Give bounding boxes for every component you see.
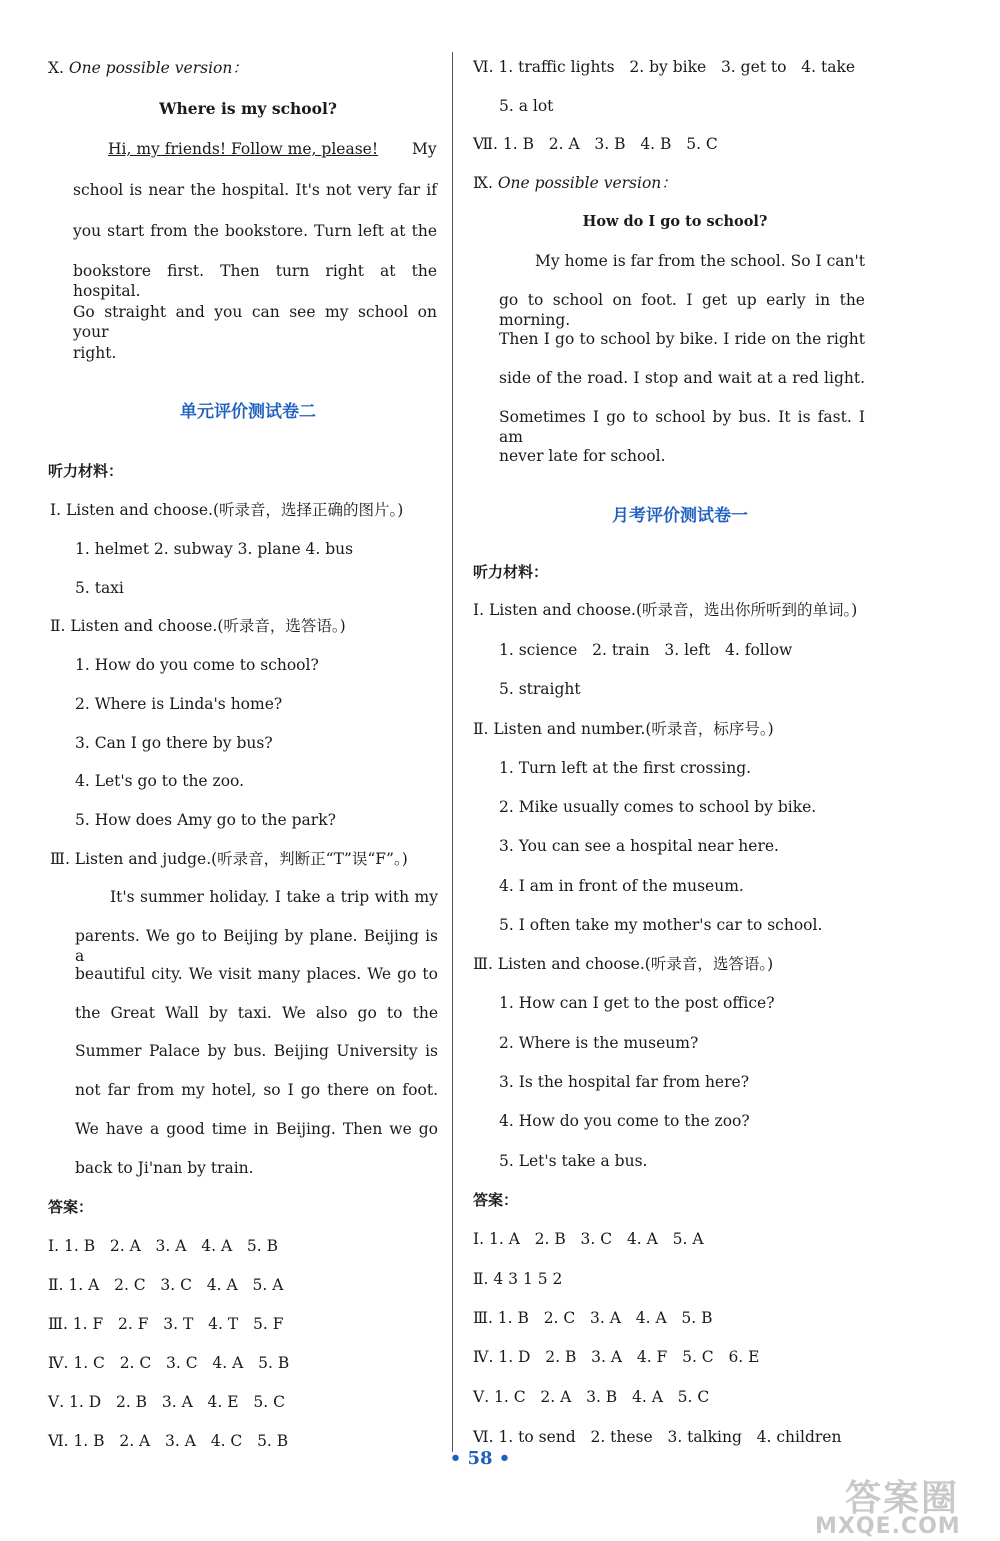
list-item: 1. Turn left at the first crossing. bbox=[499, 759, 752, 777]
answer-row: Ⅲ. 1. F 2. F 3. T 4. T 5. F bbox=[48, 1315, 284, 1333]
list-item: 2. Where is the museum? bbox=[499, 1034, 699, 1052]
watermark-url: MXQE.COM bbox=[815, 1514, 961, 1539]
question-heading: Ⅲ. Listen and choose.(听录音，选答语。) bbox=[473, 955, 774, 973]
answer-row: Ⅶ. 1. B 2. A 3. B 4. B 5. C bbox=[473, 135, 718, 153]
list-item: 5. How does Amy go to the park? bbox=[75, 811, 336, 829]
section-ix-numeral: Ⅸ. bbox=[473, 174, 498, 192]
page-number: • 58 • bbox=[449, 1448, 511, 1469]
passage-line: beautiful city. We visit many places. We go to bbox=[75, 965, 438, 983]
essay2-line: My home is far from the school. So I can't bbox=[535, 252, 865, 270]
column-divider bbox=[452, 52, 453, 1452]
answer-row: Ⅲ. 1. B 2. C 3. A 4. A 5. B bbox=[473, 1309, 713, 1327]
question-heading: Ⅰ. Listen and choose.(听录音，选择正确的图片。) bbox=[50, 501, 404, 519]
section-x-numeral: Ⅹ. bbox=[48, 59, 69, 77]
essay1-line: Go straight and you can see my school on your bbox=[73, 303, 437, 341]
passage-line: the Great Wall by taxi. We also go to the bbox=[75, 1004, 438, 1022]
answer-row: Ⅵ. 1. traffic lights 2. by bike 3. get to 4. take bbox=[473, 58, 856, 76]
passage-line: We have a good time in Beijing. Then we go bbox=[75, 1120, 438, 1138]
essay1-line: bookstore first. Then turn right at the hospital. bbox=[73, 262, 437, 300]
essay2-line: go to school on foot. I get up early in the morning. bbox=[499, 291, 865, 329]
watermark-text: 答案圈 bbox=[845, 1478, 960, 1519]
list-item: 2. Mike usually comes to school by bike. bbox=[499, 798, 817, 816]
essay2-title: How do I go to school? bbox=[582, 213, 768, 230]
answer-row: Ⅳ. 1. C 2. C 3. C 4. A 5. B bbox=[48, 1354, 290, 1372]
list-item: 3. Is the hospital far from here? bbox=[499, 1073, 749, 1091]
question-heading: Ⅱ. Listen and number.(听录音，标序号。) bbox=[473, 720, 774, 738]
list-item: 5. straight bbox=[499, 680, 581, 698]
essay2-line: Then I go to school by bike. I ride on the right bbox=[499, 330, 865, 348]
list-item: 5. I often take my mother's car to school. bbox=[499, 916, 823, 934]
section-title: 月考评价测试卷一 bbox=[612, 506, 748, 526]
list-item: 4. I am in front of the museum. bbox=[499, 877, 744, 895]
passage-line: parents. We go to Beijing by plane. Beijing is a bbox=[75, 927, 438, 965]
answers-heading: 答案： bbox=[473, 1191, 519, 1209]
list-item: 3. You can see a hospital near here. bbox=[499, 837, 779, 855]
essay1-line: right. bbox=[73, 344, 117, 362]
answer-row: Ⅰ. 1. A 2. B 3. C 4. A 5. A bbox=[473, 1230, 704, 1248]
answer-row: 5. a lot bbox=[499, 97, 554, 115]
list-item: 1. helmet 2. subway 3. plane 4. bus bbox=[75, 540, 354, 558]
list-item: 1. science 2. train 3. left 4. follow bbox=[499, 641, 793, 659]
watermark-logo bbox=[815, 1470, 995, 1540]
listening-heading: 听力材料： bbox=[473, 563, 549, 581]
passage-line: back to Ji'nan by train. bbox=[75, 1159, 254, 1177]
list-item: 1. How do you come to school? bbox=[75, 656, 319, 674]
essay2-line: never late for school. bbox=[499, 447, 666, 465]
answer-row: Ⅵ. 1. to send 2. these 3. talking 4. children bbox=[473, 1428, 842, 1446]
passage-line: Summer Palace by bus. Beijing University is bbox=[75, 1042, 438, 1060]
version-label: One possible version： bbox=[497, 174, 677, 192]
list-item: 2. Where is Linda's home? bbox=[75, 695, 283, 713]
listening-heading: 听力材料： bbox=[48, 462, 124, 480]
section-x-label bbox=[48, 58, 248, 78]
list-item: 1. How can I get to the post office? bbox=[499, 994, 775, 1012]
section-ix-label bbox=[473, 173, 677, 193]
question-heading: Ⅰ. Listen and choose.(听录音，选出你所听到的单词。) bbox=[473, 601, 858, 619]
answer-row: Ⅴ. 1. C 2. A 3. B 4. A 5. C bbox=[473, 1388, 710, 1406]
list-item: 5. Let's take a bus. bbox=[499, 1152, 648, 1170]
essay1-line: you start from the bookstore. Turn left at the bbox=[73, 222, 437, 240]
answer-row: Ⅰ. 1. B 2. A 3. A 4. A 5. B bbox=[48, 1237, 279, 1255]
answer-row: Ⅱ. 1. A 2. C 3. C 4. A 5. A bbox=[48, 1276, 284, 1294]
essay2-line: Sometimes I go to school by bus. It is fast. I am bbox=[499, 408, 865, 446]
list-item: 4. Let's go to the zoo. bbox=[75, 772, 245, 790]
question-heading: Ⅲ. Listen and judge.(听录音，判断正“T”误“F”。) bbox=[50, 850, 408, 868]
answer-row: Ⅱ. 4 3 1 5 2 bbox=[473, 1270, 563, 1288]
question-heading: Ⅱ. Listen and choose.(听录音，选答语。) bbox=[50, 617, 346, 635]
passage-line: not far from my hotel, so I go there on foot. bbox=[75, 1081, 438, 1099]
answer-row: Ⅴ. 1. D 2. B 3. A 4. E 5. C bbox=[48, 1393, 285, 1411]
version-label: One possible version： bbox=[68, 59, 248, 77]
essay1-line: school is near the hospital. It's not very far if bbox=[73, 181, 437, 199]
essay1-line: My bbox=[412, 140, 437, 158]
essay1-title: Where is my school? bbox=[159, 99, 337, 118]
passage-line: It's summer holiday. I take a trip with my bbox=[110, 888, 438, 906]
essay1-line: Hi, my friends! Follow me, please! bbox=[108, 140, 379, 158]
essay2-line: side of the road. I stop and wait at a red light. bbox=[499, 369, 865, 387]
list-item: 3. Can I go there by bus? bbox=[75, 734, 273, 752]
section-title: 单元评价测试卷二 bbox=[180, 402, 316, 422]
list-item: 5. taxi bbox=[75, 579, 124, 597]
answer-row: Ⅵ. 1. B 2. A 3. A 4. C 5. B bbox=[48, 1432, 289, 1450]
answers-heading: 答案： bbox=[48, 1198, 94, 1216]
list-item: 4. How do you come to the zoo? bbox=[499, 1112, 750, 1130]
answer-row: Ⅳ. 1. D 2. B 3. A 4. F 5. C 6. E bbox=[473, 1348, 760, 1366]
